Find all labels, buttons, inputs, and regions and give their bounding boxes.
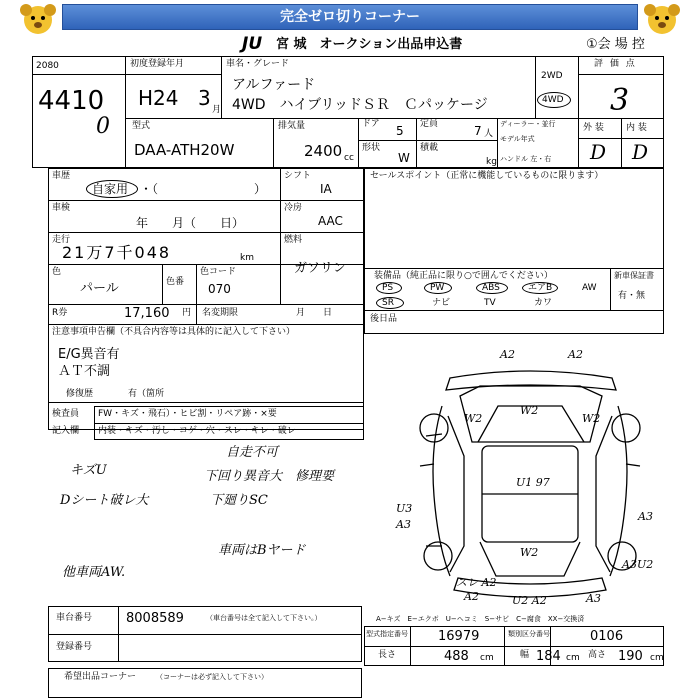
color-label: 色 bbox=[52, 267, 62, 277]
shift-value: IA bbox=[320, 182, 332, 196]
category-value: 0106 bbox=[590, 629, 624, 644]
length-value: 488 bbox=[444, 649, 469, 664]
interior-marks: 内装・キズ・汚し・コゲ・穴・スレ・キレ・破レ bbox=[98, 426, 296, 436]
mark-a2-bottom: A2 bbox=[464, 590, 479, 603]
reg-year-label: 初度登録年月 bbox=[130, 59, 185, 69]
new-warranty-label: 新車保証書 bbox=[614, 271, 654, 280]
mark-w2-rear: W2 bbox=[520, 546, 539, 559]
inspector-label: 検査員 bbox=[52, 409, 80, 419]
wish-corner-label: 希望出品コーナー bbox=[64, 672, 137, 682]
car-no-note: （車台番号は全て記入して下さい。） bbox=[206, 614, 322, 622]
equip-sr: SR bbox=[382, 298, 394, 308]
hw-note-2: 下回り異音大 修理要 bbox=[204, 469, 335, 484]
length-label: 長さ bbox=[378, 650, 397, 660]
entry-label: 記入欄 bbox=[52, 426, 80, 436]
notes-label: 注意事項申告欄（不具合内容等は具体的に記入して下さい） bbox=[52, 327, 296, 337]
model-year-label: モデル年式 bbox=[500, 135, 535, 143]
height-unit: cm bbox=[650, 653, 664, 663]
shape-label: 形状 bbox=[362, 143, 381, 153]
month-unit: 月 bbox=[212, 105, 222, 115]
equipment-label: 装備品（純正品に限り○で囲んでください） bbox=[374, 271, 553, 281]
equip-navi: ナビ bbox=[432, 298, 451, 308]
mark-u3-left: U3 bbox=[396, 502, 413, 515]
height-value: 190 bbox=[618, 649, 643, 664]
exterior-label: 外 装 bbox=[583, 123, 604, 133]
repair-label: 修復歴 bbox=[66, 389, 94, 399]
hw-note-1: 自走不可 bbox=[226, 445, 279, 460]
inspection-label: 車検 bbox=[52, 203, 71, 213]
equip-tv: TV bbox=[484, 298, 496, 308]
mark-a3-bottom: A3 bbox=[586, 592, 601, 605]
capacity-label: 定員 bbox=[420, 119, 439, 129]
auction-logo: JU bbox=[242, 34, 263, 54]
note-line-2: ＡＴ不調 bbox=[58, 364, 111, 379]
type-spec-label: 型式指定番号 bbox=[366, 630, 408, 638]
load-unit: kg bbox=[486, 157, 497, 167]
width-unit: cm bbox=[566, 653, 580, 663]
sales-points-label: セールスポイント（正常に機能しているものに限ります） bbox=[370, 171, 604, 181]
mark-a2-right: A2 bbox=[568, 348, 583, 361]
damage-legend: A−キズ E−エクボ U−ヘコミ S−サビ C−腐食 XX−交換済 bbox=[376, 615, 585, 623]
drive-2wd: 2WD bbox=[541, 71, 563, 81]
mark-u1-center: U1 97 bbox=[516, 476, 550, 489]
lot-mark: 0 bbox=[96, 114, 110, 139]
displacement-unit: cc bbox=[344, 153, 354, 163]
length-unit: cm bbox=[480, 653, 494, 663]
reg-month: 3 bbox=[198, 86, 211, 110]
width-label: 幅 bbox=[520, 650, 530, 660]
auction-title: 宮 城 オークション出品申込書 bbox=[276, 37, 463, 52]
color-no-label: 色番 bbox=[166, 277, 185, 287]
car-name-label: 車名・グレード bbox=[226, 59, 290, 69]
dog-mascot-left-icon bbox=[16, 2, 60, 38]
new-warranty-value: 有・無 bbox=[618, 291, 646, 301]
displacement-label: 排気量 bbox=[278, 121, 306, 131]
fuel-label: 燃料 bbox=[284, 235, 303, 245]
drive-4wd: 4WD bbox=[542, 95, 564, 105]
load-label: 積載 bbox=[420, 143, 439, 153]
zero-cut-corner-banner: 完全ゼロ切りコーナー bbox=[62, 4, 638, 30]
doors-label: ドア bbox=[362, 119, 380, 129]
mark-u2a2: U2 A2 bbox=[512, 594, 547, 607]
recycle-fee: 17,160 bbox=[124, 306, 170, 321]
capacity-value: 7 bbox=[474, 124, 482, 138]
reg-era-year: H24 bbox=[138, 86, 179, 110]
exterior-marks: FW・キズ・飛石）・ヒビ割・リペア跡・×要 bbox=[98, 409, 277, 419]
mark-w2-center: W2 bbox=[520, 404, 539, 417]
model-code: DAA-ATH20W bbox=[134, 141, 235, 159]
color-no-value: 070 bbox=[208, 282, 231, 296]
category-label: 類別区分番号 bbox=[508, 630, 550, 638]
equip-abs: ABS bbox=[482, 283, 500, 293]
shift-label: シフト bbox=[284, 171, 312, 181]
mark-a3-right: A3 bbox=[638, 510, 653, 523]
shape-value: W bbox=[398, 151, 410, 165]
hw-note-3: 下廻りSC bbox=[210, 493, 268, 508]
wish-corner-note: （コーナーは必ず記入して下さい） bbox=[156, 673, 268, 681]
type-spec-value: 16979 bbox=[438, 629, 480, 644]
detail-column-frame bbox=[48, 168, 364, 430]
capacity-unit: 人 bbox=[484, 129, 494, 139]
dealer-label: ディーラー・並行 bbox=[500, 120, 556, 128]
hw-left-2: Dシート破レ大 bbox=[60, 493, 149, 508]
ac-label: 冷房 bbox=[284, 203, 303, 213]
height-label: 高さ bbox=[588, 650, 607, 660]
width-value: 184 bbox=[536, 649, 561, 664]
after-sale-label: 後日品 bbox=[370, 314, 398, 324]
usage-suffix: ・（ ） bbox=[140, 182, 267, 196]
equip-pw: PW bbox=[430, 283, 445, 293]
usage-label: 車歴 bbox=[52, 171, 71, 181]
mark-a2-left: A2 bbox=[500, 348, 515, 361]
inspection-fields: 年 月（ 日） bbox=[136, 216, 245, 230]
equip-ps: PS bbox=[382, 283, 394, 293]
doors-value: 5 bbox=[396, 124, 404, 138]
mileage-value: 21万7千048 bbox=[62, 243, 172, 262]
mark-a3u2: A3U2 bbox=[622, 558, 654, 571]
equip-leather: カワ bbox=[534, 298, 553, 308]
equip-aw: AW bbox=[582, 283, 597, 293]
displacement-value: 2400 bbox=[304, 142, 343, 160]
rating-label: 評 価 点 bbox=[594, 59, 637, 69]
lot-number: 4410 bbox=[38, 86, 105, 116]
interior-grade: D bbox=[632, 140, 649, 164]
ac-value: AAC bbox=[318, 214, 343, 228]
exterior-grade: D bbox=[590, 140, 607, 164]
usage-value: 自家用 bbox=[92, 182, 129, 196]
sheet-code: 2080 bbox=[36, 61, 59, 71]
car-no-value: 8008589 bbox=[126, 611, 184, 626]
tax-label: R券 bbox=[52, 308, 68, 318]
mark-xu-rear: スレ A2 bbox=[456, 576, 497, 589]
color-code-label: 色コード bbox=[200, 267, 237, 277]
dog-mascot-right-icon bbox=[640, 2, 684, 38]
hw-left-3: 他車両AW. bbox=[62, 565, 126, 580]
car-no-label: 車台番号 bbox=[56, 613, 93, 623]
mileage-unit: km bbox=[240, 253, 254, 263]
mark-w2-right: W2 bbox=[582, 412, 601, 425]
hw-left-1: キズU bbox=[70, 463, 107, 478]
remote-label: 名変期限 bbox=[202, 308, 239, 318]
repair-value: 有（箇所 bbox=[128, 389, 165, 399]
mark-a3-left: A3 bbox=[396, 518, 411, 531]
handle-label: ハンドル 左・右 bbox=[500, 155, 552, 163]
mark-w2-left: W2 bbox=[464, 412, 483, 425]
fuel-value: ガソリン bbox=[294, 261, 347, 276]
remote-fields: 月 日 bbox=[296, 308, 333, 318]
note-line-1: E/G異音有 bbox=[58, 347, 120, 362]
recycle-unit: 円 bbox=[182, 308, 192, 318]
car-body-diagram bbox=[390, 346, 670, 616]
color-value: パール bbox=[80, 281, 119, 296]
equip-airbag: エアB bbox=[528, 283, 553, 293]
interior-label: 内 装 bbox=[626, 123, 647, 133]
mileage-label: 走行 bbox=[52, 235, 71, 245]
model-label: 型式 bbox=[132, 121, 151, 131]
hw-note-4: 車両はBヤード bbox=[218, 543, 306, 558]
venue-copy-label: ①会 場 控 bbox=[586, 37, 645, 52]
car-name: アルファード bbox=[232, 77, 316, 93]
car-grade: 4WD ハイブリッドＳＲ Ｃパッケージ bbox=[232, 97, 488, 113]
reg-no-label: 登録番号 bbox=[56, 642, 93, 652]
rating-value: 3 bbox=[610, 83, 630, 118]
